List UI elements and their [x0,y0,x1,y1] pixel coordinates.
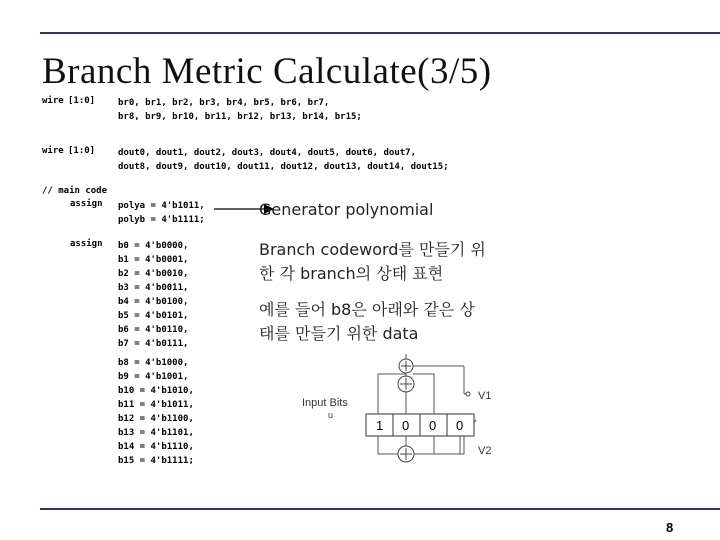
page-number: 8 [666,520,674,535]
wire1-line2: br8, br9, br10, br11, br12, br13, br14, br15; [118,112,362,122]
assign-value-line: b4 = 4'b0100, [118,297,189,307]
assign-value-line: b2 = 4'b0010, [118,269,189,279]
output-v2-label: V2 [478,445,492,457]
assign-value-line: b8 = 4'b1000, [118,358,189,368]
assign1-keyword: assign [70,199,103,209]
top-rule [40,32,720,34]
branch-note-line2: 한 각 branch의 상태 표현 [259,264,444,283]
output-v1-label: V1 [478,390,492,402]
wire1-line1: br0, br1, br2, br3, br4, br5, br6, br7, [118,98,330,108]
assign-value-line: b10 = 4'b1010, [118,386,194,396]
example-note-line2: 태를 만들기 위한 data [259,324,419,343]
assign-value-line: b11 = 4'b1011, [118,400,194,410]
assign-value-line: b0 = 4'b0000, [118,241,189,251]
bottom-adder-icon [398,446,414,462]
assign1-line1: polya = 4'b1011, [118,201,205,211]
encoder-wiring [378,354,468,454]
wire1-range: [1:0] [68,96,96,106]
assign-value-line: b13 = 4'b1101, [118,428,194,438]
wire2-line2: dout8, dout9, dout10, dout11, dout12, dout13, dout14, dout15; [118,162,449,172]
wire2-keyword: wire [42,146,64,156]
assign-value-line: b5 = 4'b0101, [118,311,189,321]
generator-note: Generator polynomial [259,200,434,219]
encoder-diagram [296,352,526,472]
input-bits-label: Input Bits [302,397,348,409]
register-bit-1: 0 [402,418,410,433]
wire1-keyword: wire [42,96,64,106]
example-note-line1: 예를 들어 b8은 아래와 같은 상 [259,300,475,319]
top-adder-icon-2 [399,359,413,373]
wire2-line1: dout0, dout1, dout2, dout3, dout4, dout5, dout6, dout7, [118,148,417,158]
slide-title: Branch Metric Calculate(3/5) [42,51,492,92]
assign2-keyword: assign [70,239,103,249]
input-symbol: u [328,410,334,420]
register-bit-0: 1 [376,418,384,433]
assign-value-line: b14 = 4'b1110, [118,442,194,452]
branch-note-line1: Branch codeword를 만들기 위 [259,240,486,259]
assign-value-line: b6 = 4'b0110, [118,325,189,335]
assign1-line2: polyb = 4'b1111; [118,215,205,225]
wire2-range: [1:0] [68,146,96,156]
assign-value-line: b9 = 4'b1001, [118,372,189,382]
assign-value-line: b1 = 4'b0001, [118,255,189,265]
assign-value-line: b3 = 4'b0011, [118,283,189,293]
assign-value-line: b12 = 4'b1100, [118,414,194,424]
register-bit-2: 0 [429,418,437,433]
main-code-comment: // main code [42,186,108,196]
assign-value-line: b7 = 4'b0111, [118,339,189,349]
assign-value-line: b15 = 4'b1111; [118,456,194,466]
top-adder-icon [398,376,414,392]
bottom-rule [40,508,720,510]
register-bit-3: 0 [456,418,464,433]
